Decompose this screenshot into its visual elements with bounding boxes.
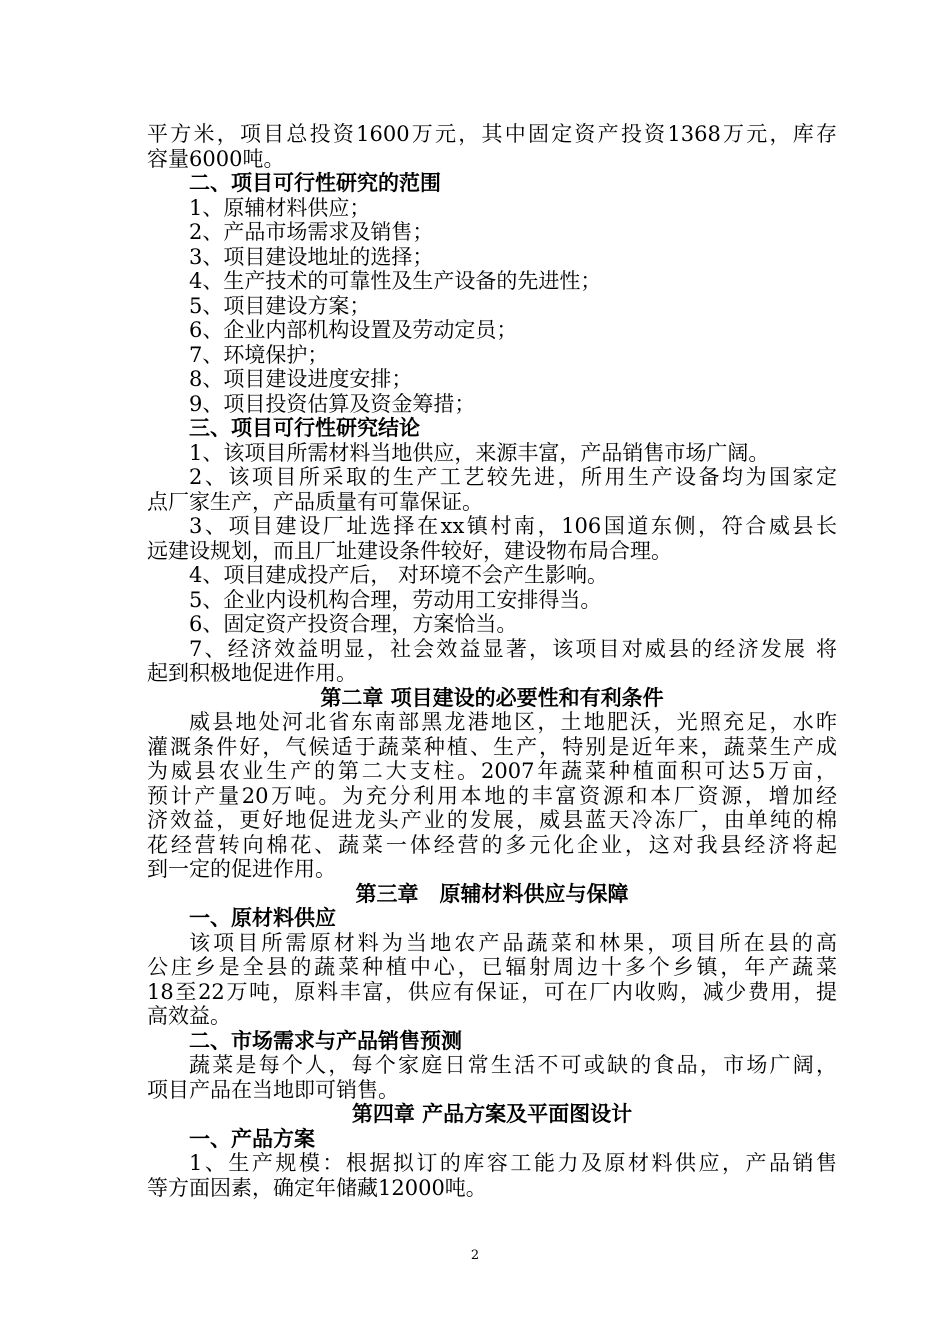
chapter-heading: 第二章 项目建设的必要性和有利条件 — [320, 684, 664, 710]
text-line: 该项目所需原材料为当地农产品蔬菜和林果，项目所在县的高 — [189, 930, 837, 955]
text-line: 3、项目建设地址的选择； — [189, 244, 434, 269]
text-line: 6、固定资产投资合理，方案恰当。 — [189, 612, 518, 636]
text-line: 项目产品在当地即可销售。 — [147, 1077, 399, 1102]
text-line: 花经营转向棉花、蔬菜一体经营的多元化企业，这对我县经济将起 — [147, 832, 837, 857]
section-heading: 一、产品方案 — [189, 1125, 315, 1151]
page-number: 2 — [470, 1248, 480, 1263]
chapter-heading: 第三章 原辅材料供应与保障 — [355, 880, 629, 906]
text-line: 1、原辅材料供应； — [189, 195, 371, 220]
text-line: 4、生产技术的可靠性及生产设备的先进性； — [189, 269, 602, 293]
text-line: 公庄乡是全县的蔬菜种植中心，已辐射周边十多个乡镇，年产蔬菜 — [147, 955, 837, 979]
text-line: 远建设规划，而且厂址建设条件较好，建设物布局合理。 — [147, 538, 672, 563]
text-line: 1、该项目所需材料当地供应，来源丰富，产品销售市场广阔。 — [189, 440, 770, 465]
text-line: 9、项目投资估算及资金筹措； — [189, 391, 476, 416]
text-line: 7、经济效益明显，社会效益显著，该项目对威县的经济发展 将 — [189, 636, 837, 661]
text-line: 7、环境保护； — [189, 342, 329, 367]
text-line: 点厂家生产，产品质量有可靠保证。 — [147, 489, 483, 514]
text-line: 为威县农业生产的第二大支柱。2007年蔬菜种植面积可达5万亩， — [147, 759, 837, 783]
text-line: 2、该项目所采取的生产工艺较先进，所用生产设备均为国家定 — [189, 465, 837, 489]
text-line: 蔬菜是每个人，每个家庭日常生活不可或缺的食品，市场广阔， — [189, 1053, 837, 1077]
text-line: 6、企业内部机构设置及劳动定员； — [189, 318, 518, 342]
text-line: 平方米，项目总投资1600万元，其中固定资产投资1368万元，库存 — [147, 122, 837, 146]
text-line: 济效益，更好地促进龙头产业的发展，威县蓝天冷冻厂，由单纯的棉 — [147, 808, 837, 832]
text-line: 高效益。 — [147, 1004, 231, 1028]
text-line: 4、项目建成投产后， 对环境不会产生影响。 — [189, 563, 609, 587]
text-line: 3、项目建设厂址选择在xx镇村南，106国道东侧，符合威县长 — [189, 514, 837, 538]
section-heading: 二、市场需求与产品销售预测 — [189, 1027, 462, 1053]
text-line: 8、项目建设进度安排； — [189, 367, 413, 391]
chapter-heading: 第四章 产品方案及平面图设计 — [351, 1101, 633, 1126]
document-body — [147, 122, 837, 1200]
text-line: 灌溉条件好，气候适于蔬菜种植、生产，特别是近年来，蔬菜生产成 — [147, 734, 837, 759]
text-line: 5、项目建设方案； — [189, 293, 371, 318]
text-line: 起到积极地促进作用。 — [147, 661, 357, 685]
text-line: 18至22万吨，原料丰富，供应有保证，可在厂内收购，减少费用，提 — [147, 979, 837, 1004]
text-line: 预计产量20万吨。为充分利用本地的丰富资源和本厂资源，增加经 — [147, 783, 837, 808]
text-line: 1、生产规模：根据拟订的库容工能力及原材料供应，产品销售 — [189, 1151, 837, 1175]
section-heading: 二、项目可行性研究的范围 — [189, 170, 441, 195]
text-line: 到一定的促进作用。 — [147, 857, 336, 881]
text-line: 5、企业内设机构合理，劳动用工安排得当。 — [189, 587, 602, 612]
text-line: 威县地处河北省东南部黑龙港地区，土地肥沃，光照充足，水昨 — [189, 710, 837, 734]
section-heading: 三、项目可行性研究结论 — [189, 415, 420, 440]
text-line: 容量6000吨。 — [147, 146, 285, 171]
text-line: 2、产品市场需求及销售； — [189, 220, 434, 244]
section-heading: 一、原材料供应 — [189, 905, 336, 930]
text-line: 等方面因素，确定年储藏12000吨。 — [147, 1175, 487, 1200]
